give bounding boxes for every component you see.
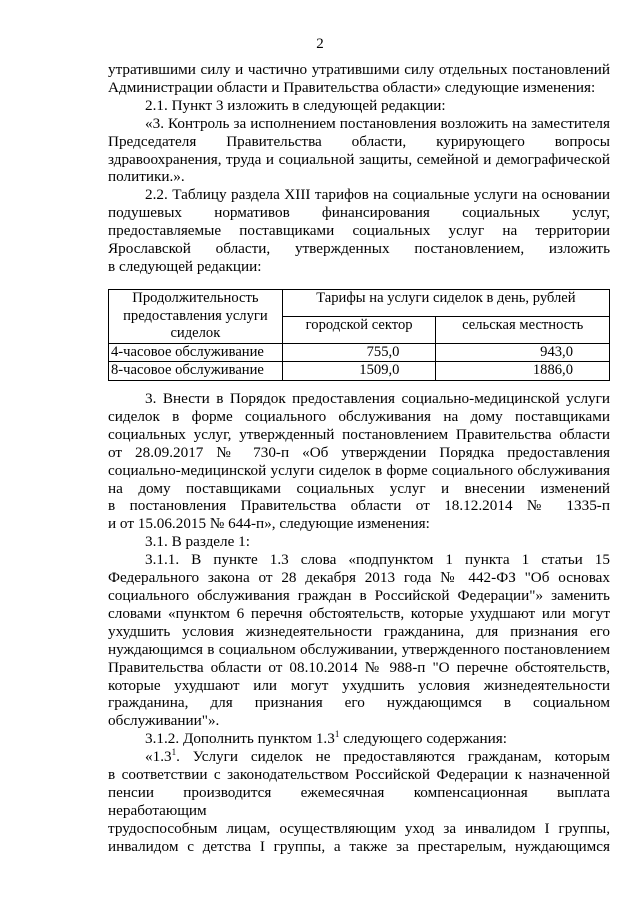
text-line: пенсии производится ежемесячная компенсационная выплата неработающим	[108, 783, 610, 819]
table-row	[109, 343, 610, 362]
section-2-text	[108, 61, 610, 276]
text-line: инвалидом с детства I группы, а также за престарелым, нуждающимся	[108, 837, 610, 855]
text-line: здравоохранения, труда и социальной защиты, семейной и демографической	[108, 150, 610, 168]
text-line: социально-медицинской услуги сиделок в форме социального обслуживания	[108, 461, 610, 479]
urban-header: городской сектор	[282, 316, 436, 343]
text-line: обслуживании"».	[108, 712, 220, 730]
text-line: Администрации области и Правительства области» следующие изменения:	[108, 78, 596, 96]
text-line: от 28.09.2017 № 730-п «Об утверждении Порядка предоставления	[108, 443, 610, 461]
text-line: Федерального закона от 28 декабря 2013 года № 442-ФЗ "Об основах	[108, 569, 610, 587]
urban-tariff-cell: 1509,0	[282, 362, 436, 381]
service-name-cell: 4-часовое обслуживание	[109, 343, 283, 362]
page-number: 2	[316, 36, 324, 52]
text-line-with-superscript: «$1.3^1$. Услуги сиделок не предоставляются гражданам, которым	[145, 747, 610, 766]
text-line: подушевых нормативов финансирования социальных услуг,	[108, 204, 610, 222]
text-line: словами «пунктом 6 перечня обстоятельств, которые ухудшают или могут	[108, 604, 610, 622]
text-line: в соответствии с законодательством Российской Федерации к назначенной	[108, 766, 610, 784]
text-line: утратившими силу и частично утратившими силу отдельных постановлений	[108, 61, 610, 78]
text-line: предоставляемые поставщиками социальных услуг на территории	[108, 222, 610, 240]
text-line: Председателя Правительства области, курирующего вопросы	[108, 132, 610, 150]
text-line: на дому поставщиками социальных услуг и внесении изменений	[108, 479, 610, 497]
tariff-group-header: Тарифы на услуги сиделок в день, рублей	[282, 290, 609, 317]
text-line: Правительства области от 08.10.2014 № 988-п "О перечне обстоятельств,	[108, 658, 610, 676]
duration-header: Продолжительность предоставления услуги сиделок	[109, 290, 283, 344]
text-line-with-superscript: 3.1.2. Дополнить пунктом $1.3^1$ следующего содержания:	[145, 729, 507, 748]
text-line: политики.».	[108, 168, 185, 186]
text-line: ухудшить условия жизнедеятельности гражданина, для признания его	[108, 622, 610, 640]
text-line: «3. Контроль за исполнением постановления возложить на заместителя	[145, 114, 610, 132]
text-line: сиделок в форме социального обслуживания на дому поставщиками	[108, 407, 610, 425]
rural-header: сельская местность	[436, 316, 610, 343]
service-name-cell: 8-часовое обслуживание	[109, 362, 283, 381]
urban-tariff-cell: 755,0	[282, 343, 436, 362]
text-line: 3.1.1. В пункте 1.3 слова «подпунктом 1 пункта 1 статьи 15	[145, 551, 610, 569]
text-line: 3. Внести в Порядок предоставления социально-медицинской услуги	[145, 390, 610, 407]
text-line: социального обслуживания граждан в Российской Федерации"» заменить	[108, 586, 610, 604]
text-line: в постановления Правительства области от 18.12.2014 № 1335-п	[108, 497, 610, 515]
text-line: и от 15.06.2015 № 644-п», следующие изменения:	[108, 515, 430, 533]
table-header-row	[109, 290, 610, 317]
text-line: социальных услуг, утвержденный постановлением Правительства области	[108, 425, 610, 443]
text-line: 2.1. Пункт 3 изложить в следующей редакции:	[145, 96, 446, 114]
text-line: трудоспособным лицам, осуществляющим уход за инвалидом I группы,	[108, 819, 610, 837]
text-line: 3.1. В разделе 1:	[145, 533, 250, 551]
text-line: Ярославской области, утвержденных постановлением, изложить	[108, 240, 610, 258]
text-line: нуждающимся в социальном обслуживании, утвержденного постановлением	[108, 640, 610, 658]
rural-tariff-cell: 943,0	[436, 343, 610, 362]
text-line: в следующей редакции:	[108, 257, 262, 275]
table-row	[109, 362, 610, 381]
tariffs-table	[108, 289, 610, 381]
text-line: 2.2. Таблицу раздела XIII тарифов на социальные услуги на основании	[145, 186, 610, 204]
rural-tariff-cell: 1886,0	[436, 362, 610, 381]
section-3-text	[108, 390, 610, 856]
text-line: гражданина, для признания его нуждающимся в социальном	[108, 694, 610, 712]
text-line: которые ухудшают или могут ухудшить условия жизнедеятельности	[108, 676, 610, 694]
